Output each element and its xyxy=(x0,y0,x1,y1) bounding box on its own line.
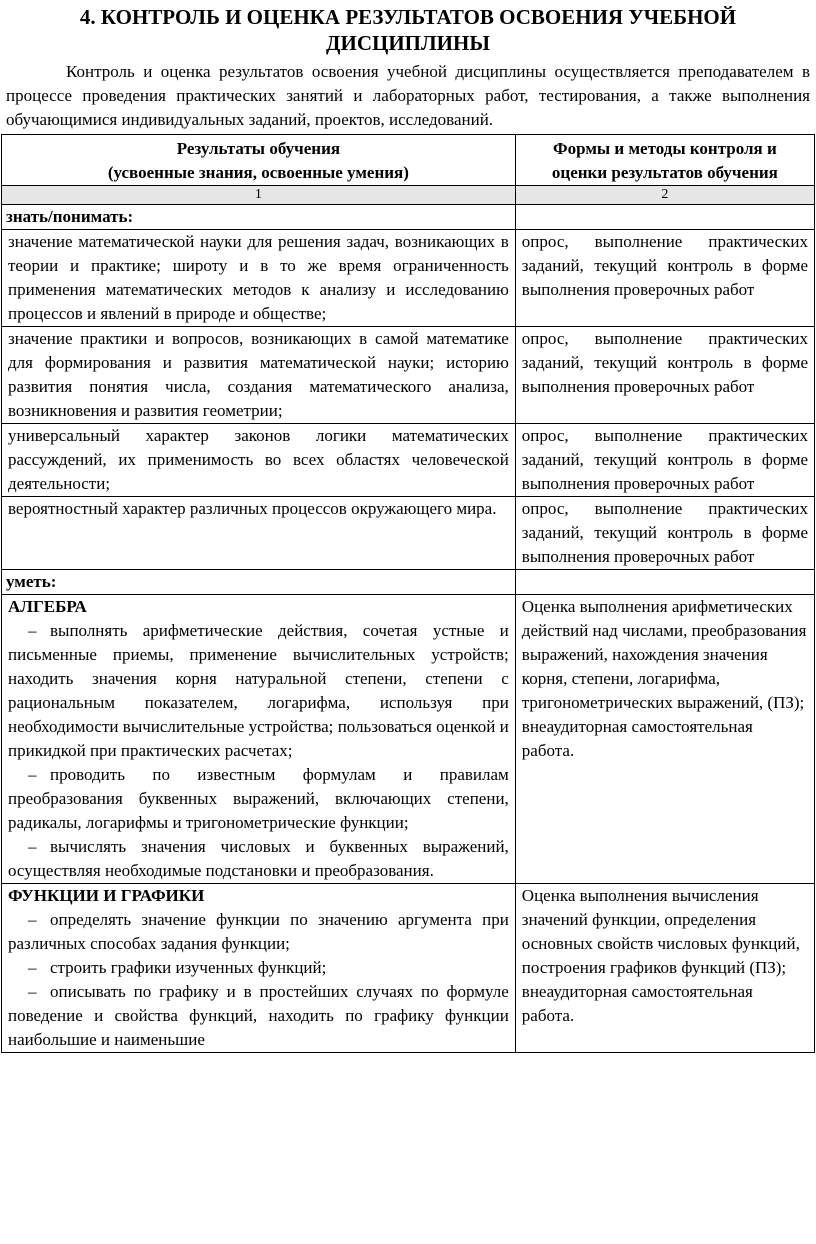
functions-cell xyxy=(2,884,516,1053)
algebra-control-cell: Оценка выполнения арифметических действий над числами, преобразования выражений, нахождения значения корня, степени, логарифма, тригонометрических выражений, (ПЗ); внеаудиторная самостоятельная работа. xyxy=(515,595,814,884)
column-number-2: 2 xyxy=(515,186,814,205)
functions-item-text: описывать по графику и в простейших случаях по формуле поведение и свойства функций, находить по графику функции наибольшие и наименьшие xyxy=(8,982,509,1049)
result-cell: вероятностный характер различных процессов окружающего мира. xyxy=(2,497,516,570)
functions-item-text: строить графики изученных функций; xyxy=(50,958,327,977)
algebra-cell xyxy=(2,595,516,884)
algebra-heading: АЛГЕБРА xyxy=(8,597,87,616)
dash-marker: – xyxy=(28,621,37,640)
result-cell: значение математической науки для решения задач, возникающих в теории и практике; широту и в то же время ограниченность применения математических методов к анализу и исследованию процессов и явлений в природе и обществе; xyxy=(2,230,516,327)
control-cell: опрос, выполнение практических заданий, текущий контроль в форме выполнения проверочных работ xyxy=(515,230,814,327)
header-control-line1: Формы и методы контроля и xyxy=(553,139,777,158)
section-label-can: уметь: xyxy=(2,570,516,595)
algebra-item-text: проводить по известным формулам и правилам преобразования буквенных выражений, включающих степени, радикалы, логарифмы и тригонометрические функции; xyxy=(8,765,509,832)
algebra-item-text: вычислять значения числовых и буквенных выражений, осуществляя необходимые подстановки и преобразования. xyxy=(8,837,509,880)
header-results xyxy=(2,135,516,186)
functions-item xyxy=(8,980,509,1052)
empty-cell xyxy=(515,205,814,230)
result-cell: универсальный характер законов логики математических рассуждений, их применимость во всех областях человеческой деятельности; xyxy=(2,424,516,497)
dash-marker: – xyxy=(28,958,37,977)
table-row xyxy=(2,424,815,497)
page-title: 4. КОНТРОЛЬ И ОЦЕНКА РЕЗУЛЬТАТОВ ОСВОЕНИЯ УЧЕБНОЙ ДИСЦИПЛИНЫ xyxy=(79,5,737,55)
algebra-item xyxy=(8,619,509,763)
functions-control-cell: Оценка выполнения вычисления значений функции, определения основных свойств числовых функций, построения графиков функций (ПЗ); внеаудиторная самостоятельная работа. xyxy=(515,884,814,1053)
functions-item-text: определять значение функции по значению аргумента при различных способах задания функции; xyxy=(8,910,509,953)
result-cell: значение практики и вопросов, возникающих в самой математике для формирования и развития математической науки; историю развития понятия числа, создания математического анализа, возникновения и развития геометрии; xyxy=(2,327,516,424)
control-cell: опрос, выполнение практических заданий, текущий контроль в форме выполнения проверочных работ xyxy=(515,424,814,497)
dash-marker: – xyxy=(28,982,37,1001)
section-label-know: знать/понимать: xyxy=(2,205,516,230)
functions-item xyxy=(8,956,509,980)
section-row-know xyxy=(2,205,815,230)
control-cell: опрос, выполнение практических заданий, текущий контроль в форме выполнения проверочных работ xyxy=(515,327,814,424)
table-row-algebra xyxy=(2,595,815,884)
intro-paragraph: Контроль и оценка результатов освоения учебной дисциплины осуществляется преподавателем в процессе проведения практических занятий и лабораторных работ, тестирования, а также выполнения обучающимися индивидуальных заданий, проектов, исследований. xyxy=(6,62,810,129)
table-row-functions xyxy=(2,884,815,1053)
column-number-1: 1 xyxy=(2,186,516,205)
algebra-item-text: выполнять арифметические действия, сочетая устные и письменные приемы, применение вычислительных устройств; находить значения корня натуральной степени, степени с рациональным показателем, логарифма, используя при необходимости вычислительные устройства; пользоваться оценкой и прикидкой при практических расчетах; xyxy=(8,621,509,760)
header-control xyxy=(515,135,814,186)
table-row xyxy=(2,497,815,570)
control-cell: опрос, выполнение практических заданий, текущий контроль в форме выполнения проверочных работ xyxy=(515,497,814,570)
header-results-line2: (усвоенные знания, освоенные умения) xyxy=(107,163,409,182)
dash-marker: – xyxy=(28,837,37,856)
table-row xyxy=(2,230,815,327)
table-row xyxy=(2,327,815,424)
dash-marker: – xyxy=(28,765,37,784)
dash-marker: – xyxy=(28,910,37,929)
functions-item xyxy=(8,908,509,956)
functions-heading: ФУНКЦИИ И ГРАФИКИ xyxy=(8,886,205,905)
header-control-line2: оценки результатов обучения xyxy=(551,163,778,182)
algebra-item xyxy=(8,763,509,835)
empty-cell xyxy=(515,570,814,595)
section-row-can xyxy=(2,570,815,595)
assessment-table xyxy=(1,134,815,1053)
table-header-row xyxy=(2,135,815,186)
column-number-row xyxy=(2,186,815,205)
algebra-item xyxy=(8,835,509,883)
header-results-line1: Результаты обучения xyxy=(176,139,341,158)
